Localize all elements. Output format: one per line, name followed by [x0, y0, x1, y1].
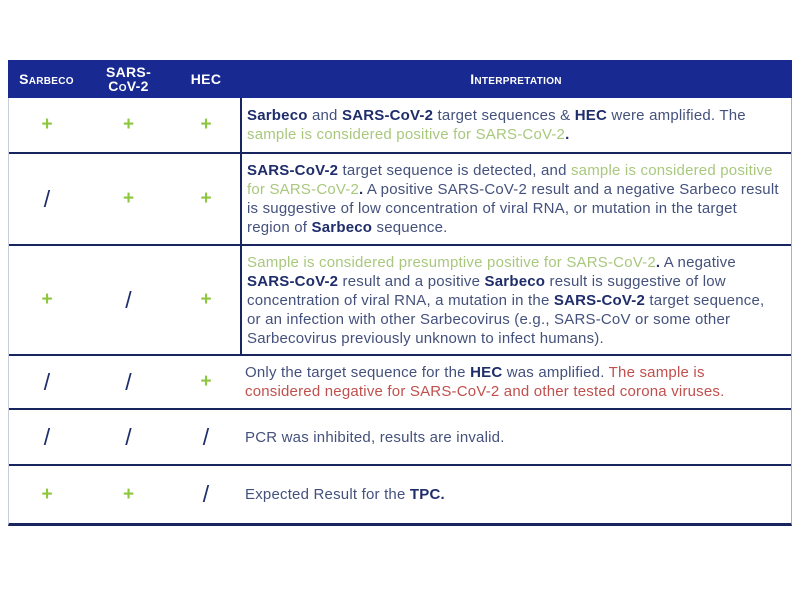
result-cell-hec: +	[200, 289, 212, 310]
interpretation-segment: The sample is considered negative for SARS-CoV-2 and other tested corona viruses.	[245, 364, 725, 400]
table-header-row	[8, 60, 792, 98]
result-cell-sarbeco: /	[43, 185, 51, 212]
result-cell-hec: /	[202, 481, 210, 507]
table-body	[8, 98, 792, 526]
interpretation-cell	[240, 246, 791, 354]
interpretation-segment: HEC	[470, 364, 503, 381]
column-header-sarbeco	[8, 72, 85, 86]
interpretation-segment: Only the target sequence for the	[245, 364, 471, 381]
table-row	[9, 98, 791, 154]
interpretation-segment: A negative	[660, 253, 736, 271]
interpretation-text	[247, 253, 781, 348]
result-cell-sars_cov_2: /	[125, 286, 132, 313]
result-cell-sars_cov_2: +	[122, 483, 135, 505]
interpretation-text	[245, 428, 505, 447]
column-header-label: Interpretation	[470, 71, 562, 87]
interpretation-segment: target sequence, or an infection with other Sarbecovirus (e.g., SARS-CoV or some other Sarbecovirus previously unknown to infect humans).	[247, 291, 765, 347]
interpretation-segment: TPC.	[409, 486, 445, 503]
table-row	[9, 246, 791, 356]
interpretation-text	[245, 485, 445, 504]
interpretation-cell	[240, 154, 791, 244]
interpretation-segment: .	[565, 126, 570, 143]
table-row	[9, 154, 791, 246]
interpretation-segment: Expected Result for the	[245, 486, 410, 503]
interpretation-segment: sample is considered positive for SARS-CoV-2	[247, 162, 773, 198]
interpretation-cell	[240, 356, 791, 408]
interpretation-segment: was amplified.	[502, 364, 609, 381]
table-row	[9, 466, 791, 523]
interpretation-segment: SARS-CoV-2	[247, 272, 339, 290]
pcr-result-interpretation-table	[8, 60, 792, 526]
interpretation-segment: Sarbeco	[311, 219, 373, 236]
interpretation-segment: target sequences &	[433, 107, 575, 124]
result-cell-sarbeco: /	[43, 423, 51, 450]
result-cell-sars_cov_2: /	[125, 423, 132, 450]
interpretation-segment: A positive SARS-CoV-2 result and a negative Sarbeco result is suggestive of low concentration of viral RNA, or mutation in the target region of	[247, 181, 779, 236]
result-cell-hec: +	[200, 371, 212, 392]
interpretation-segment: Sarbeco	[484, 272, 546, 290]
interpretation-segment: target sequence is detected, and	[338, 162, 571, 179]
interpretation-segment: .	[655, 253, 661, 271]
result-cell-hec: +	[200, 188, 212, 209]
interpretation-segment: Sarbeco	[247, 107, 308, 124]
interpretation-segment: result is suggestive of low concentration of viral RNA, a mutation in the	[247, 272, 726, 309]
result-cell-sars_cov_2: /	[125, 368, 132, 395]
interpretation-segment: SARS-CoV-2	[341, 107, 434, 124]
interpretation-segment: .	[359, 181, 364, 198]
result-cell-hec: +	[200, 114, 212, 135]
interpretation-segment: and	[307, 107, 342, 124]
table-row	[9, 356, 791, 410]
result-cell-hec: /	[202, 423, 210, 450]
interpretation-cell	[240, 466, 791, 523]
interpretation-segment: SARS-CoV-2	[553, 291, 646, 309]
interpretation-segment: HEC	[574, 107, 608, 124]
column-header-hec	[172, 72, 240, 86]
interpretation-segment: result and a positive	[338, 272, 485, 290]
column-header-label: SARS-CoV-2	[105, 64, 152, 94]
result-cell-sars_cov_2: +	[122, 188, 135, 209]
column-header-interpretation	[240, 72, 792, 86]
table-row	[9, 410, 791, 466]
interpretation-segment: SARS-CoV-2	[247, 162, 339, 179]
interpretation-segment: Sample is considered presumptive positive for SARS-CoV-2	[247, 253, 656, 271]
interpretation-text	[245, 363, 781, 401]
interpretation-segment: sample is considered positive for SARS-CoV-2	[247, 126, 566, 143]
result-cell-sarbeco: +	[41, 483, 53, 505]
interpretation-segment: sequence.	[372, 219, 448, 236]
interpretation-text	[247, 161, 781, 237]
column-header-label: HEC	[190, 71, 222, 87]
interpretation-cell	[240, 410, 791, 464]
column-header-label: Sarbeco	[19, 71, 74, 87]
interpretation-text	[247, 106, 781, 144]
interpretation-segment: were amplified. The	[607, 107, 746, 124]
column-header-sars-cov-2	[85, 65, 172, 93]
result-cell-sarbeco: +	[41, 289, 53, 310]
interpretation-segment: PCR was inhibited, results are invalid.	[245, 428, 505, 446]
result-cell-sarbeco: /	[43, 368, 51, 395]
result-cell-sars_cov_2: +	[122, 114, 135, 135]
result-cell-sarbeco: +	[41, 114, 53, 135]
interpretation-cell	[240, 98, 791, 152]
